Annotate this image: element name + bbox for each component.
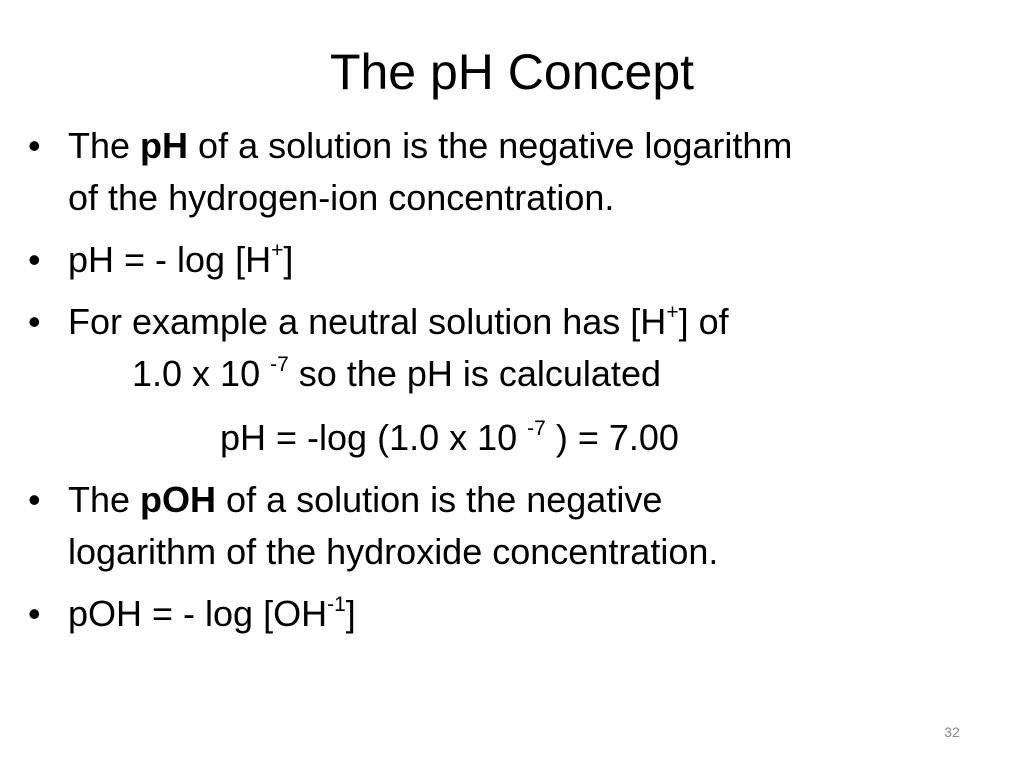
slide-body: [28, 120, 958, 650]
bullet-poh-definition: [28, 474, 958, 578]
text-span: For example a neutral solution has [H: [68, 301, 667, 342]
text-span: ) = 7.00: [545, 417, 679, 458]
superscript: +: [666, 301, 679, 324]
bold-term-ph: pH: [140, 125, 189, 166]
text-span: of a solution is the negative logarithm: [188, 125, 793, 166]
text-span: pOH = - log [OH: [68, 593, 328, 634]
bullet-line: [68, 348, 958, 400]
text-span: pH = - log [H: [68, 239, 272, 280]
page-number: 32: [944, 724, 960, 740]
bullet-dot: •: [28, 593, 41, 634]
superscript: +: [271, 239, 284, 262]
bullet-line: logarithm of the hydroxide concentration.: [68, 531, 719, 572]
bullet-poh-formula: [28, 588, 958, 640]
bullet-line: [68, 474, 958, 526]
bullet-line: of the hydrogen-ion concentration.: [68, 177, 615, 218]
bullet-dot: •: [28, 125, 41, 166]
bullet-example: [28, 296, 958, 464]
bullet-line: [68, 296, 958, 348]
bold-term-poh: pOH: [140, 479, 217, 520]
bullet-dot: •: [28, 479, 41, 520]
text-span: so the pH is calculated: [288, 353, 661, 394]
text-span: The: [68, 479, 141, 520]
superscript: -7: [527, 417, 546, 440]
text-span: The: [68, 125, 141, 166]
bullet-dot: •: [28, 239, 41, 280]
bullet-ph-formula: [28, 234, 958, 286]
text-span: ]: [283, 239, 294, 280]
superscript: -7: [270, 353, 289, 376]
text-span: 1.0 x 10: [132, 353, 271, 394]
superscript: -1: [327, 593, 346, 616]
example-equation: [68, 412, 958, 464]
text-span: ] of: [678, 301, 729, 342]
slide-title: The pH Concept: [329, 44, 695, 100]
text-span: of a solution is the negative: [216, 479, 663, 520]
bullet-line: [68, 588, 958, 640]
bullet-dot: •: [28, 301, 41, 342]
bullet-ph-definition: [28, 120, 958, 224]
bullet-line: [68, 234, 958, 286]
text-span: ]: [345, 593, 356, 634]
text-span: pH = -log (1.0 x 10: [220, 417, 528, 458]
bullet-line: [68, 120, 958, 172]
